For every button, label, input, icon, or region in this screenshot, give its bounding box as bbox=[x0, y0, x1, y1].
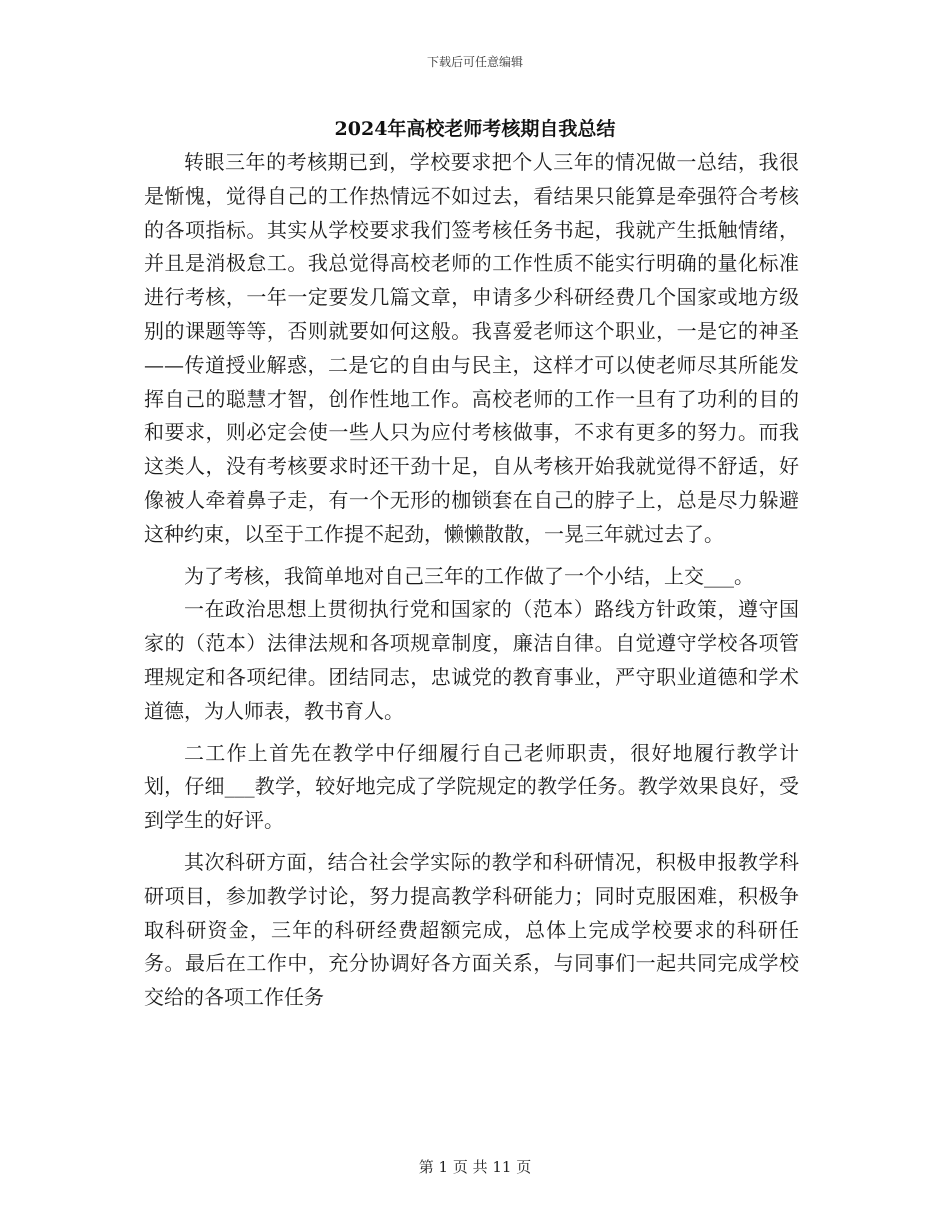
document-title: 2024年高校老师考核期自我总结 bbox=[334, 118, 616, 140]
paragraph-teaching: 二工作上首先在教学中仔细履行自己老师职责，很好地履行教学计划，仔细___教学，较好地完成了学院规定的教学任务。教学效果良好，受到学生的好评。 bbox=[144, 740, 799, 833]
document-body bbox=[144, 146, 799, 1015]
paragraph-research: 其次科研方面，结合社会学实际的教学和科研情况，积极申报教学科研项目，参加教学讨论，努力提高教学科研能力；同时克服困难，积极争取科研资金，三年的科研经费超额完成，总体上完成学校要求的科研任务。最后在工作中，充分协调好各方面关系，与同事们一起共同完成学校交给的各项工作任务 bbox=[144, 849, 799, 1010]
paragraph-summary-note: 为了考核，我简单地对自己三年的工作做了一个小结，上交___。 bbox=[184, 563, 754, 588]
page-header-note: 下载后可任意编辑 bbox=[426, 55, 523, 69]
page-number: 第 1 页 共 11 页 bbox=[418, 1158, 532, 1176]
paragraph-political: 一在政治思想上贯彻执行党和国家的（范本）路线方针政策，遵守国家的（范本）法律法规和各项规章制度，廉洁自律。自觉遵守学校各项管理规定和各项纪律。团结同志，忠诚党的教育事业，严守职业道德和学术道德，为人师表，教书育人。 bbox=[144, 597, 799, 723]
paragraph-intro: 转眼三年的考核期已到，学校要求把个人三年的情况做一总结，我很是惭愧，觉得自己的工作热情远不如过去，看结果只能算是牵强符合考核的各项指标。其实从学校要求我们签考核任务书起，我就产生抵触情绪，并且是消极怠工。我总觉得高校老师的工作性质不能实行明确的量化标准进行考核，一年一定要发几篇文章，申请多少科研经费几个国家或地方级别的课题等等，否则就要如何这般。我喜爱老师这个职业，一是它的神圣——传道授业解惑，二是它的自由与民主，这样才可以使老师尽其所能发挥自己的聪慧才智，创作性地工作。高校老师的工作一旦有了功利的目的和要求，则必定会使一些人只为应付考核做事，不求有更多的努力。而我这类人，没有考核要求时还干劲十足，自从考核开始我就觉得不舒适，好像被人牵着鼻子走，有一个无形的枷锁套在自己的脖子上，总是尽力躲避这种约束，以至于工作提不起劲，懒懒散散，一晃三年就过去了。 bbox=[144, 150, 799, 546]
